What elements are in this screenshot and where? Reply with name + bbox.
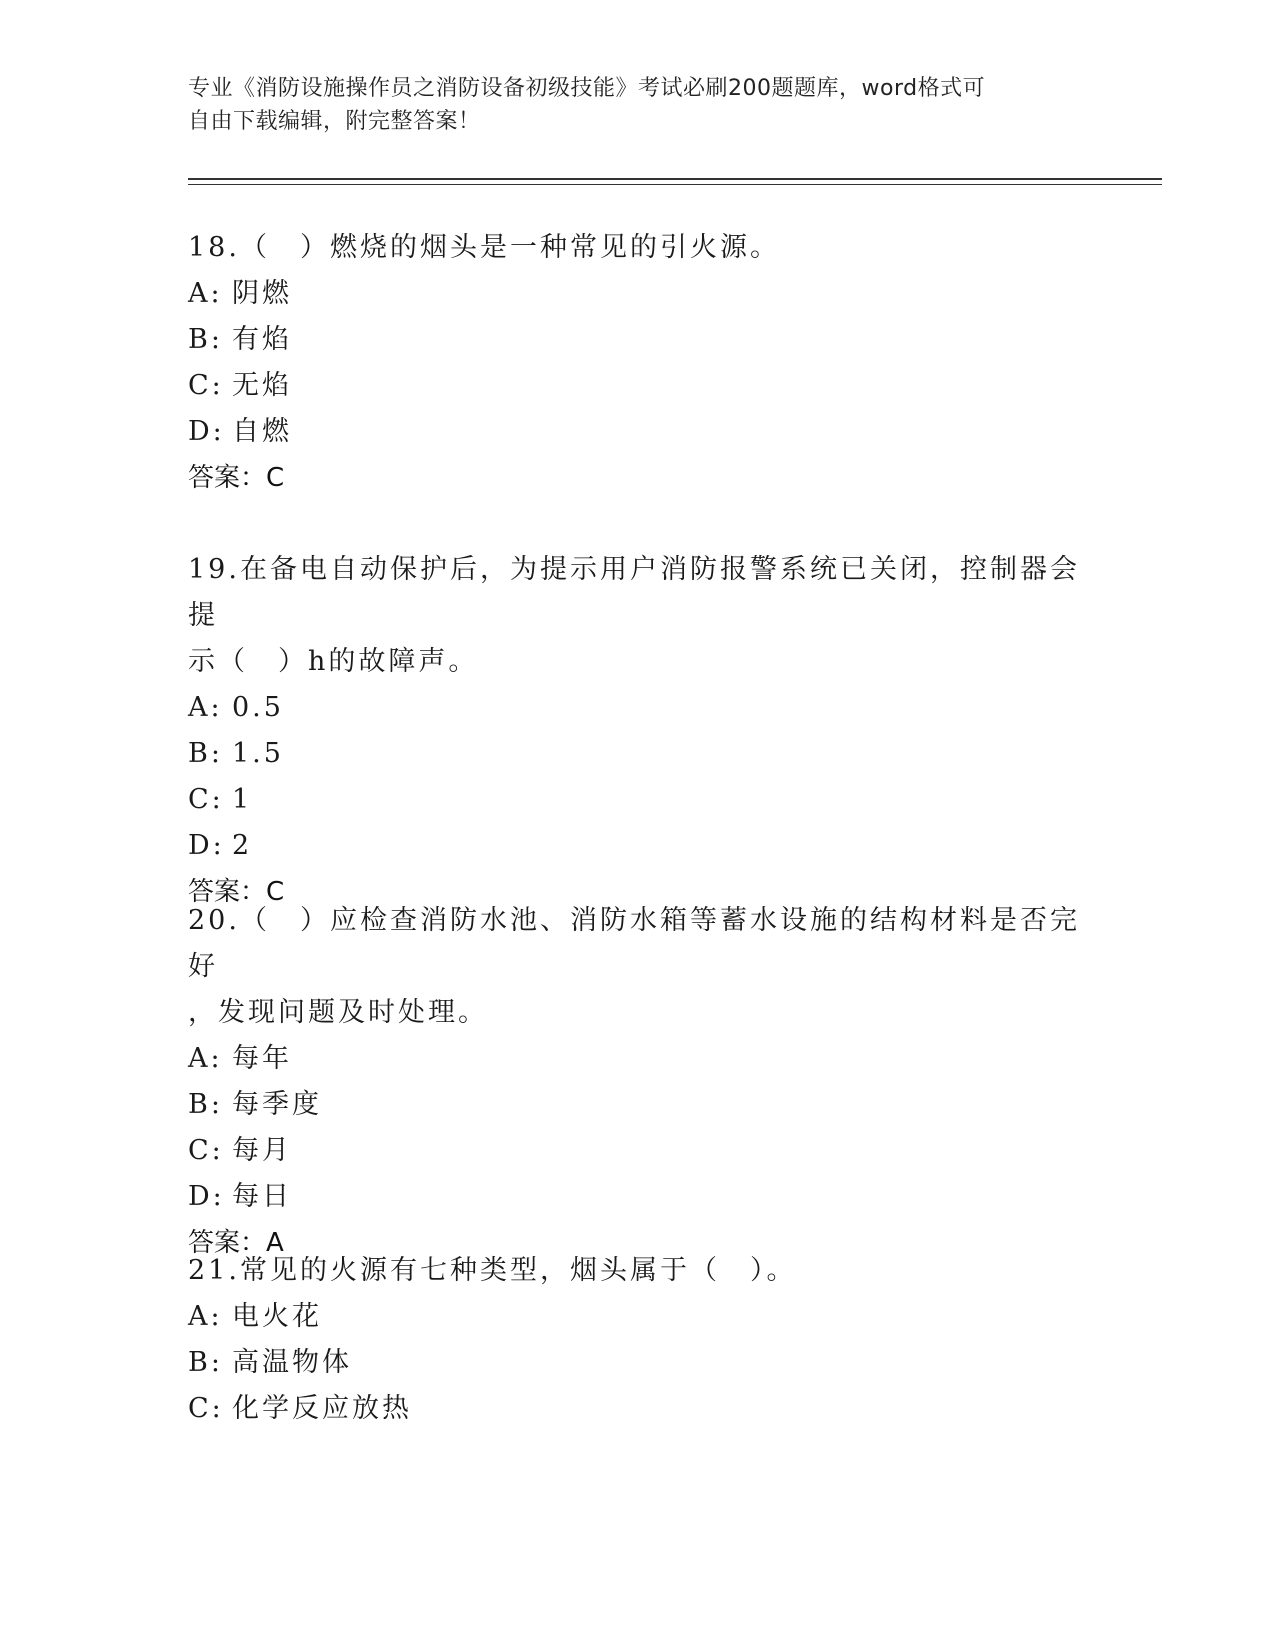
answer-line: 答案：C [188, 463, 285, 493]
question-stem-line-1: 19.在备电自动保护后，为提示用户消防报警系统已关闭，控制器会提 [188, 554, 1080, 631]
question-stem-line-2: 示（ ）h的故障声。 [188, 646, 479, 677]
question-stem-line-2: ，发现问题及时处理。 [188, 997, 488, 1028]
option-text: 每月 [232, 1135, 292, 1166]
option-d [188, 409, 1088, 455]
option-c [188, 777, 1088, 823]
option-a [188, 1294, 1088, 1340]
option-key: A: [188, 1301, 223, 1332]
option-d [188, 1174, 1088, 1220]
answer-line: 答案：A [188, 1228, 284, 1258]
option-key: B: [188, 738, 223, 769]
option-a [188, 685, 1088, 731]
option-c [188, 1386, 1088, 1432]
option-a [188, 271, 1088, 317]
option-key: C: [188, 1135, 224, 1166]
option-key: A: [188, 1043, 223, 1074]
option-b [188, 317, 1088, 363]
option-text: 电火花 [232, 1301, 322, 1332]
header-line-2: 自由下载编辑，附完整答案！ [188, 109, 481, 134]
option-key: D: [188, 1181, 225, 1212]
header-divider-thin [188, 184, 1162, 185]
option-key: B: [188, 1089, 223, 1120]
option-text: 1.5 [232, 738, 284, 769]
option-key: A: [188, 692, 223, 723]
option-text: 0.5 [232, 692, 284, 723]
option-text: 自燃 [232, 416, 292, 447]
header-divider-thick [188, 178, 1162, 180]
option-text: 有焰 [232, 324, 292, 355]
document-header [188, 72, 1088, 138]
option-text: 无焰 [232, 370, 292, 401]
question-18 [188, 225, 1088, 501]
option-a [188, 1036, 1088, 1082]
question-21 [188, 1248, 1088, 1432]
question-stem: 21.常见的火源有七种类型，烟头属于（ ）。 [188, 1255, 797, 1286]
option-text: 1 [232, 784, 253, 815]
option-d [188, 823, 1088, 869]
option-key: D: [188, 416, 225, 447]
option-key: A: [188, 278, 223, 309]
header-line-1: 专业《消防设施操作员之消防设备初级技能》考试必刷200题题库，word格式可 [188, 76, 986, 101]
option-c [188, 363, 1088, 409]
option-b [188, 1340, 1088, 1386]
option-key: B: [188, 1347, 223, 1378]
question-stem: 18.（ ）燃烧的烟头是一种常见的引火源。 [188, 232, 780, 263]
option-key: D: [188, 830, 225, 861]
option-text: 高温物体 [232, 1347, 352, 1378]
option-key: C: [188, 370, 224, 401]
option-text: 每日 [232, 1181, 292, 1212]
option-b [188, 731, 1088, 777]
option-key: C: [188, 1393, 224, 1424]
question-20 [188, 898, 1088, 1266]
option-c [188, 1128, 1088, 1174]
option-key: C: [188, 784, 224, 815]
option-text: 每季度 [232, 1089, 322, 1120]
option-text: 2 [232, 830, 253, 861]
option-text: 阴燃 [232, 278, 292, 309]
answer-line: 答案：C [188, 877, 285, 907]
option-text: 每年 [232, 1043, 292, 1074]
option-b [188, 1082, 1088, 1128]
option-text: 化学反应放热 [232, 1393, 412, 1424]
question-stem-line-1: 20.（ ）应检查消防水池、消防水箱等蓄水设施的结构材料是否完好 [188, 905, 1080, 982]
option-key: B: [188, 324, 223, 355]
question-19 [188, 547, 1088, 915]
